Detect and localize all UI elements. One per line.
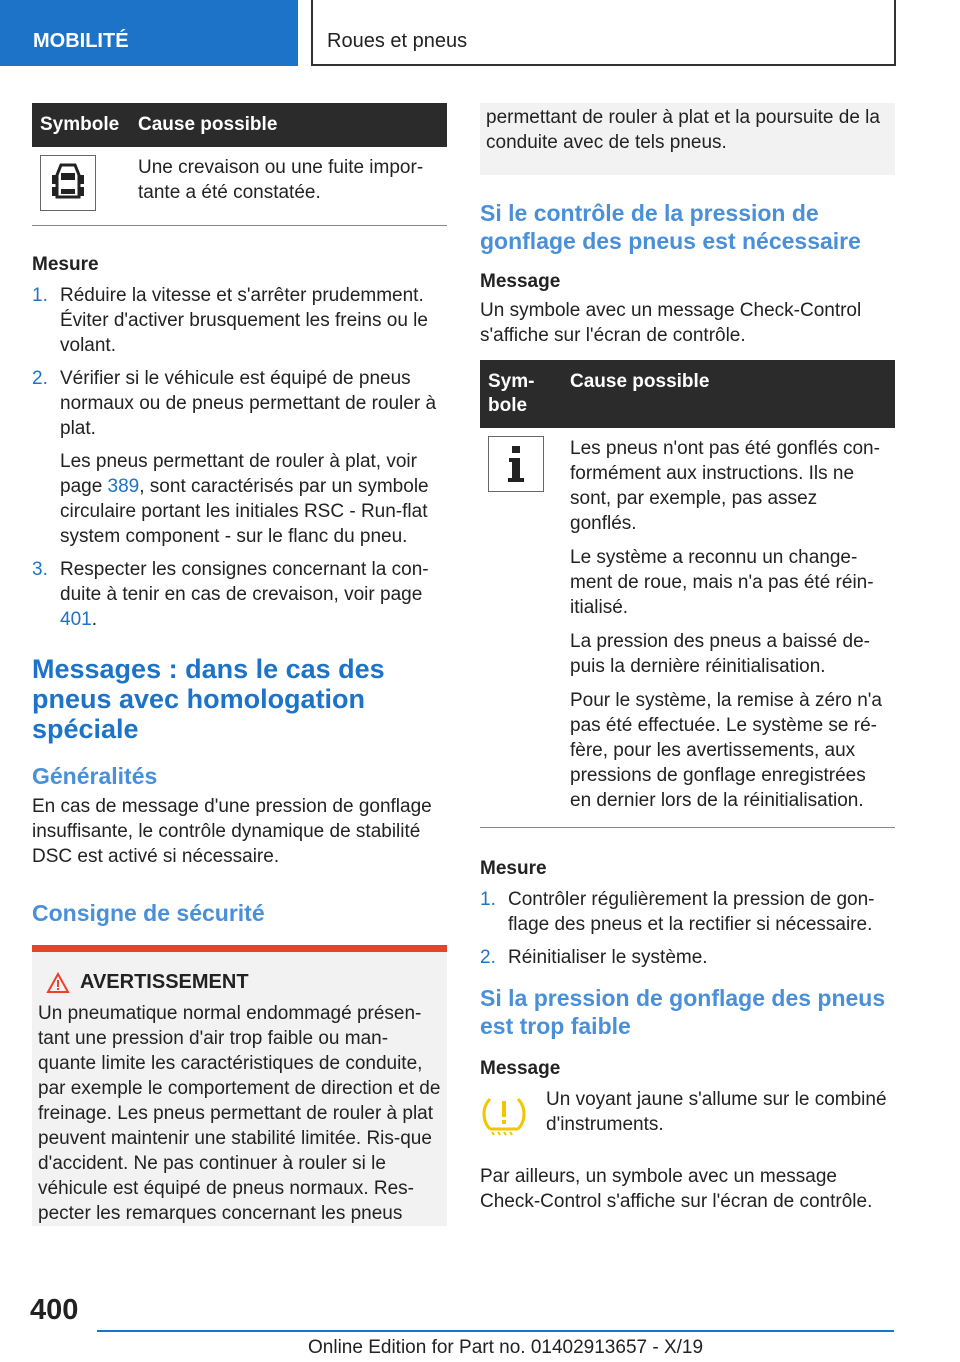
topic-tab[interactable]: Roues et pneus	[311, 0, 896, 66]
footer-divider	[97, 1330, 894, 1332]
measure-label: Mesure	[32, 254, 99, 275]
list-item: 2. Vérifier si le véhicule est équipé de pneus normaux ou de pneus permettant de rouler à plat. Les pneus permettant de rouler à plat, voir page 389, sont caractérisés par un symbole circulaire portant les initiales RSC - Run-flat system component - sur le flanc du pneu.	[32, 368, 437, 547]
page-link-401[interactable]: 401	[60, 609, 92, 630]
tire-pressure-car-icon	[40, 155, 96, 211]
right-column	[480, 103, 895, 1214]
list-item: 3. Respecter les consignes concernant la con-duite à tenir en cas de crevaison, voir page 401.	[32, 559, 429, 630]
table-header-symbol: Symbole	[32, 103, 130, 147]
section-tab[interactable]: MOBILITÉ	[0, 0, 298, 66]
page-number: 400	[30, 1294, 79, 1326]
warning-box	[32, 945, 447, 1226]
info-icon	[488, 436, 544, 492]
page-header	[0, 0, 960, 66]
table-row	[32, 147, 447, 226]
warning-title: AVERTISSEMENT	[80, 971, 249, 993]
message-text: Un symbole avec un message Check-Control s'affiche sur l'écran de contrôle.	[480, 300, 862, 346]
final-text: Par ailleurs, un symbole avec un message Check-Control s'affiche sur l'écran de contrôle.	[480, 1166, 873, 1212]
lamp-row	[480, 1087, 895, 1144]
warning-continuation: permettant de rouler à plat et la poursuite de la conduite avec de tels pneus.	[480, 103, 895, 175]
symbol-table-2	[480, 360, 895, 828]
list-item: 1. Contrôler régulièrement la pression de gon-flage des pneus et la rectifier si nécessaire.	[480, 889, 875, 935]
general-text: En cas de message d'une pression de gonflage insuffisante, le contrôle dynamique de stabilité DSC est activé si nécessaire.	[32, 796, 432, 867]
symbol-table-1	[32, 103, 447, 226]
measure-steps	[480, 887, 895, 970]
table-header-symbol: Sym-bole	[480, 360, 562, 428]
subheading-low-pressure: Si la pression de gonflage des pneus est trop faible	[480, 985, 886, 1039]
lamp-text: Un voyant jaune s'allume sur le combiné d'instruments.	[546, 1089, 887, 1135]
tire-pressure-warning-lamp-icon	[480, 1093, 528, 1137]
measure-steps	[32, 283, 447, 632]
page-link-389[interactable]: 389	[107, 476, 140, 497]
message-label-2: Message	[480, 1058, 561, 1079]
table-row	[480, 428, 895, 828]
section-heading: Messages : dans le cas des pneus avec homologation spéciale	[32, 654, 385, 744]
list-item: 2. Réinitialiser le système.	[480, 947, 708, 968]
warning-text: Un pneumatique normal endommagé présen-tant une pression d'air trop faible ou man-quante limite les caractéristiques de conduite, par exemple le comportement de direction et de freinage. Les pneus permettant de rouler à plat peuvent maintenir une stabilité limitée. Ris-que d'accident. Ne pas continuer à rouler si le véhicule est équipé de pneus normaux. Res-pecter les remarques concernant les pneus	[38, 1003, 441, 1224]
subheading-check: Si le contrôle de la pression de gonflage des pneus est nécessaire	[480, 200, 861, 254]
subheading-safety: Consigne de sécurité	[32, 900, 265, 926]
table-header-cause: Cause possible	[562, 360, 895, 428]
table-header-cause: Cause possible	[130, 103, 447, 147]
list-item: 1. Réduire la vitesse et s'arrêter prudemment. Éviter d'activer brusquement les freins ou le volant.	[32, 285, 428, 356]
table-cell-cause: Les pneus n'ont pas été gonflés con-formément aux instructions. Ils ne sont, par exemple, pas assez gonflés. Le système a reconnu un change-ment de roue, mais n'a pas été réin-itialisé. La pression des pneus a baissé de-puis la dernière réinitialisation. Pour le système, la remise à zéro n'a pas été effectuée. Le système se ré-fère, pour les avertissements, aux pressions de gonflage enregistrées en dernier lors de la réinitialisation.	[562, 428, 895, 828]
left-column	[32, 103, 447, 1226]
measure-label: Mesure	[480, 858, 547, 879]
message-label: Message	[480, 271, 561, 292]
edition-text: Online Edition for Part no. 01402913657 - X/19	[308, 1337, 704, 1358]
table-cell-cause: Une crevaison ou une fuite impor-tante a été constatée.	[130, 147, 447, 226]
warning-triangle-icon	[46, 972, 70, 994]
subheading-general: Généralités	[32, 763, 158, 789]
